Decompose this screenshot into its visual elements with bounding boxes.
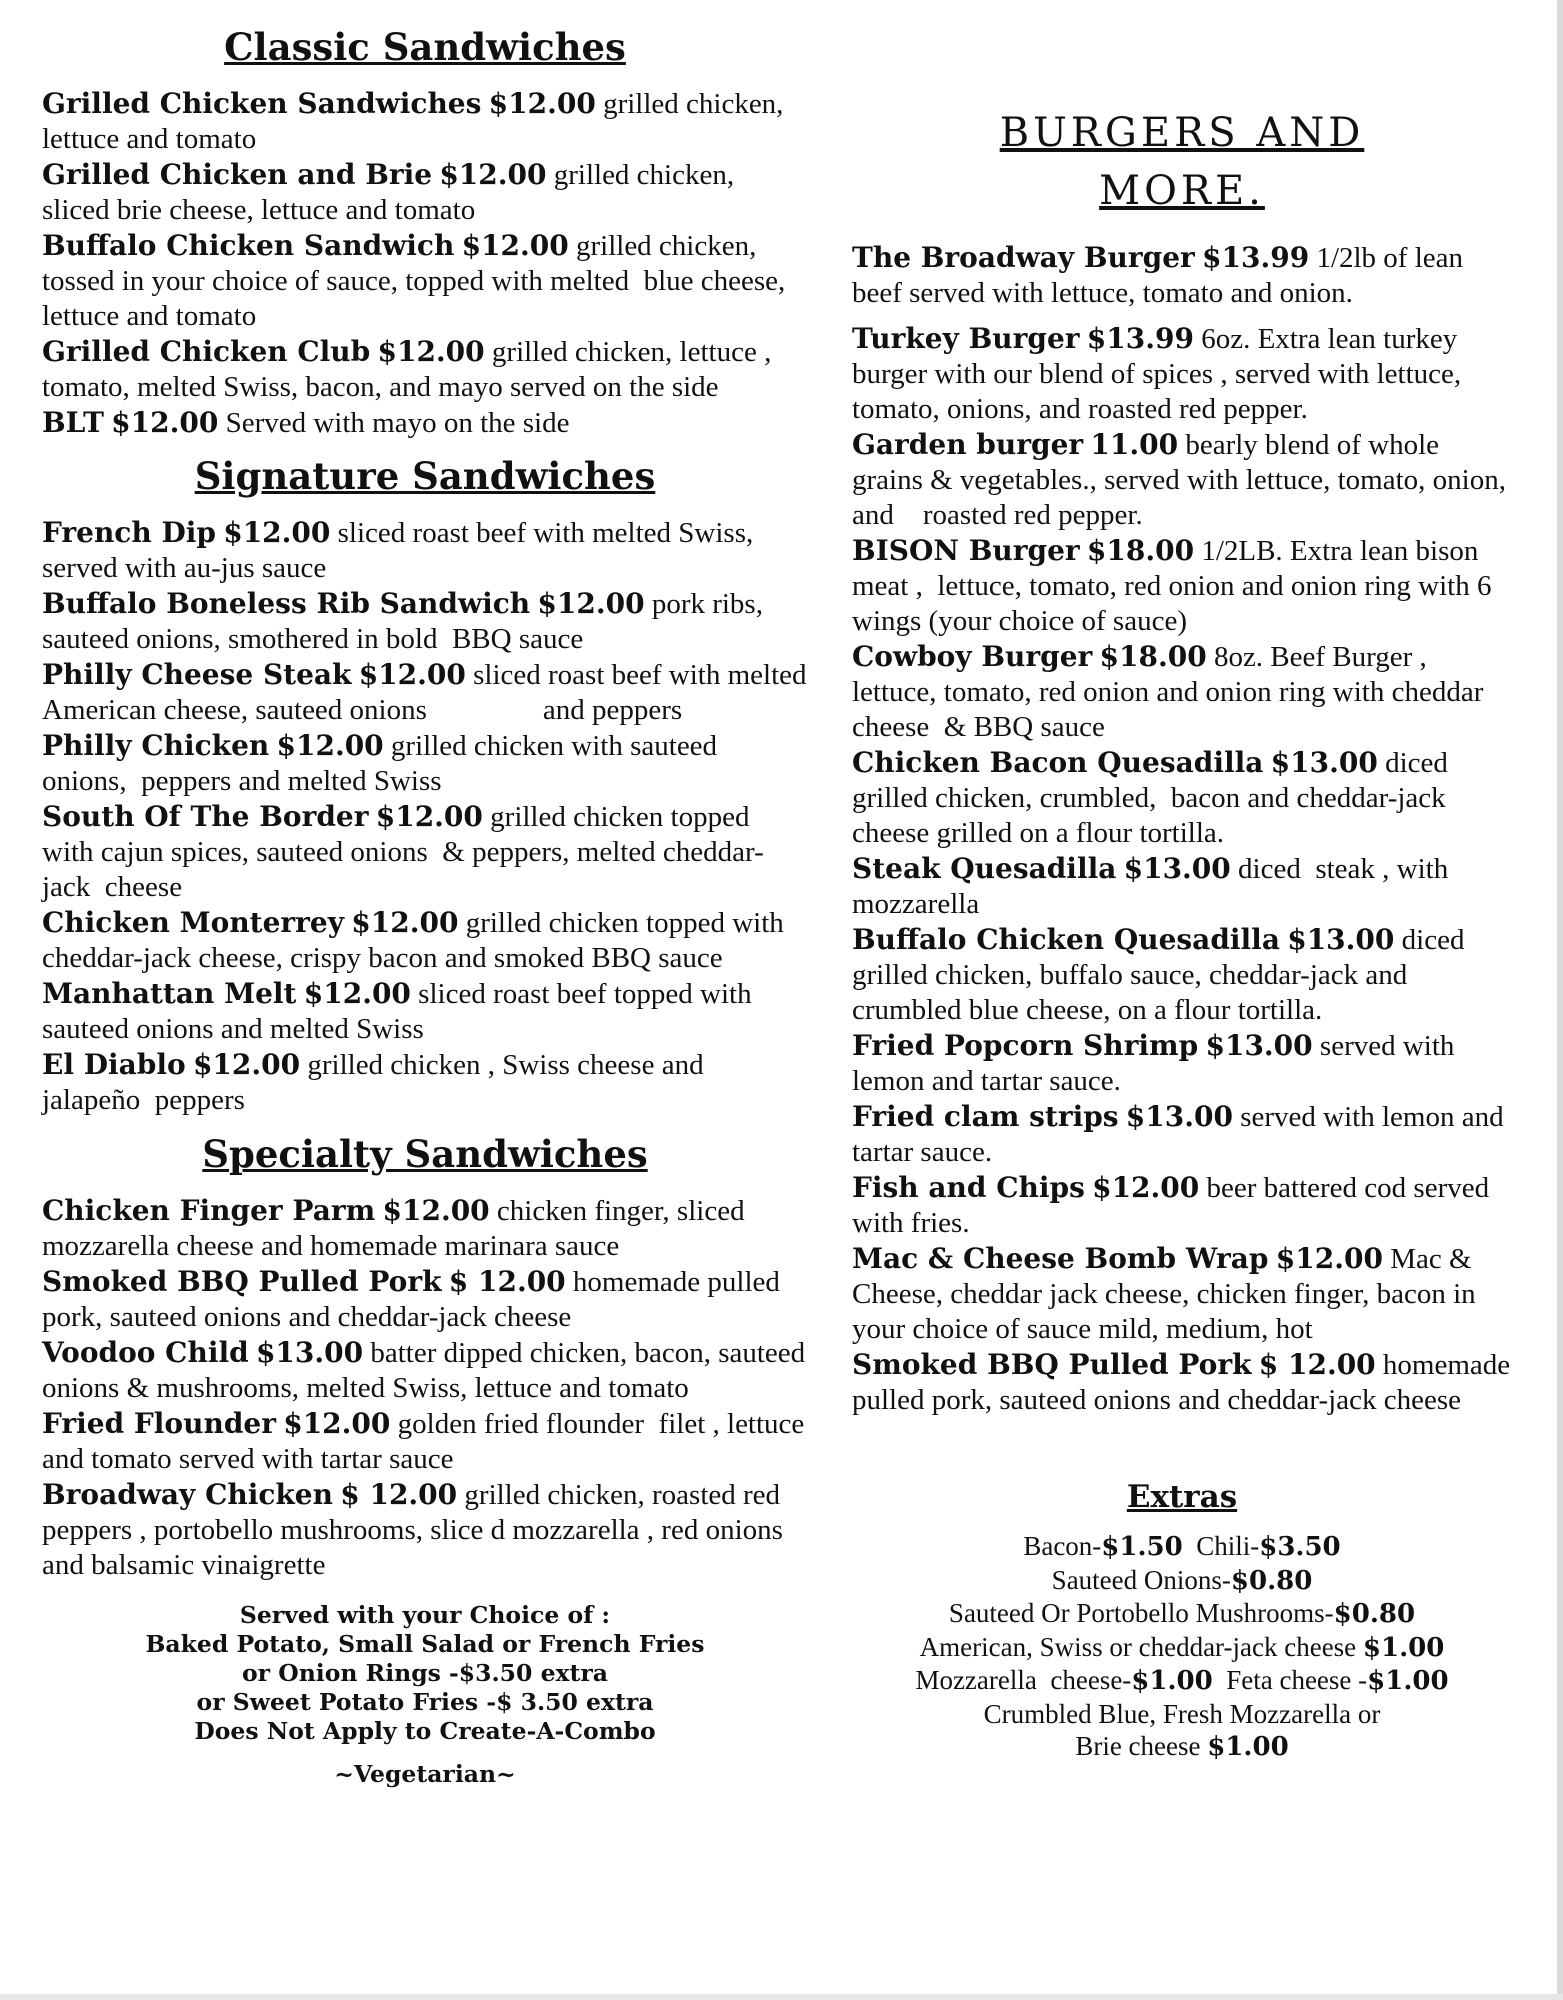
menu-item-description: 1/2LB. Extra lean bison meat , lettuce, tomato, red onion and onion ring with 6 wings (your choice of sauce) (852, 535, 1499, 637)
menu-item (42, 1047, 808, 1118)
menu-item-name: Fried Flounder (42, 1407, 276, 1440)
menu-item-name: Fried Popcorn Shrimp (852, 1029, 1199, 1062)
left-column (42, 0, 820, 1789)
extras-line (852, 1664, 1512, 1698)
menu-item-name: Garden burger (852, 428, 1084, 461)
menu-item (852, 533, 1512, 639)
extras-list (852, 1530, 1512, 1764)
menu-item (42, 1335, 813, 1406)
menu-item-name: Chicken Bacon Quesadilla (852, 746, 1264, 779)
menu-item-name: Chicken Monterrey (42, 906, 345, 939)
menu-item-price: $13.99 (1202, 241, 1310, 274)
burgers-list (852, 240, 1518, 1418)
menu-item-price: $13.99 (1086, 322, 1194, 355)
menu-item-name: Steak Quesadilla (852, 852, 1117, 885)
menu-item (42, 157, 808, 228)
menu-item-name: BISON Burger (852, 534, 1080, 567)
extras-price: $1.50 (1101, 1532, 1183, 1562)
menu-item-description: diced grilled chicken, buffalo sauce, cheddar-jack and crumbled blue cheese, on a flour tortilla. (852, 924, 1472, 1026)
menu-item-description: beer battered cod served with fries. (852, 1172, 1497, 1239)
extras-line (852, 1597, 1512, 1631)
menu-item-name: Philly Chicken (42, 729, 270, 762)
menu-item (42, 334, 808, 405)
signature-sandwiches-list (42, 515, 820, 1118)
menu-item-description: Served with mayo on the side (225, 407, 570, 439)
menu-item-description: homemade pulled pork, sauteed onions and cheddar-jack cheese (42, 1266, 788, 1333)
menu-item-price: $12.00 (283, 1407, 391, 1440)
menu-item-name: BLT (42, 406, 104, 439)
extras-price: $0.80 (1230, 1565, 1313, 1596)
menu-item-name: Manhattan Melt (42, 977, 297, 1010)
menu-item (42, 657, 820, 728)
menu-item (42, 976, 808, 1047)
menu-item (852, 745, 1512, 851)
menu-item-description: Mac & Cheese, cheddar jack cheese, chicken finger, bacon in your choice of sauce mild, medium, hot (852, 1243, 1483, 1345)
menu-item-description: served with lemon and tartar sauce. (852, 1101, 1511, 1168)
menu-item-name: Buffalo Chicken Sandwich (42, 229, 455, 262)
menu-item (852, 851, 1512, 922)
page-edge-bottom (0, 1994, 1563, 2000)
menu-item-price: 11.00 (1090, 428, 1179, 461)
burgers-heading-line2: MORE. (1099, 168, 1265, 214)
menu-item (42, 728, 808, 799)
menu-item-price: $12.00 (382, 1194, 490, 1227)
menu-item-description: homemade pulled pork, sauteed onions and cheddar-jack cheese (852, 1349, 1518, 1416)
menu-item-name: Grilled Chicken Club (42, 335, 371, 368)
menu-item-name: Voodoo Child (42, 1336, 249, 1369)
extras-line (852, 1564, 1512, 1598)
menu-item-price: $12.00 (276, 729, 384, 762)
menu-item-description: diced steak , with mozzarella (852, 853, 1456, 920)
menu-item-price: $13.00 (1123, 852, 1231, 885)
menu-item-price: $13.00 (1125, 1100, 1233, 1133)
extras-text: Bacon- (1023, 1531, 1102, 1561)
extras-line (852, 1730, 1512, 1764)
menu-item-description: grilled chicken, roasted red peppers , portobello mushrooms, slice d mozzarella , red onions and balsamic vinaigrette (42, 1479, 798, 1581)
menu-item-name: Grilled Chicken Sandwiches (42, 87, 482, 120)
menu-item (42, 86, 808, 157)
menu-item (42, 1477, 808, 1583)
menu-item-price: $12.00 (358, 658, 466, 691)
menu-item-name: Buffalo Chicken Quesadilla (852, 923, 1280, 956)
menu-item-description: golden fried flounder filet , lettuce and tomato served with tartar sauce (42, 1408, 812, 1475)
menu-item (852, 1170, 1512, 1241)
menu-item (852, 427, 1512, 533)
extras-text: Feta cheese - (1212, 1665, 1368, 1695)
classic-sandwiches-list (42, 86, 808, 441)
menu-item-name: French Dip (42, 516, 216, 549)
menu-item-name: Smoked BBQ Pulled Pork (852, 1348, 1252, 1381)
menu-item-price: $12.00 (351, 906, 459, 939)
extras-text: Crumbled Blue, Fresh Mozzarella or (983, 1698, 1381, 1729)
menu-item-name: Philly Cheese Steak (42, 658, 352, 691)
extras-line (852, 1698, 1512, 1731)
menu-item-price: $13.00 (1287, 923, 1395, 956)
menu-item-description: grilled chicken , Swiss cheese and jalapeño peppers (42, 1049, 711, 1116)
menu-item (42, 228, 808, 334)
extras-text: Chili- (1182, 1531, 1260, 1561)
extras-price: $0.80 (1333, 1599, 1416, 1629)
menu-item-description: grilled chicken, tossed in your choice of sauce, topped with melted blue cheese, lettuce and tomato (42, 230, 793, 332)
menu-item-description: grilled chicken topped with cajun spices, sauteed onions & peppers, melted cheddar-jack cheese (42, 801, 764, 903)
sides-line: Served with your Choice of : (239, 1601, 611, 1629)
burgers-heading (852, 104, 1512, 220)
menu-item-description: grilled chicken with sauteed onions, peppers and melted Swiss (42, 730, 725, 797)
classic-sandwiches-heading: Classic Sandwiches (224, 25, 626, 69)
menu-item-description: 6oz. Extra lean turkey burger with our blend of spices , served with lettuce, tomato, onions, and roasted red pepper. (852, 323, 1469, 425)
menu-item-price: $12.00 (377, 335, 485, 368)
menu-item-description: grilled chicken, lettuce and tomato (42, 88, 791, 155)
menu-item (852, 922, 1512, 1028)
specialty-sandwiches-list (42, 1193, 813, 1583)
menu-item (852, 1028, 1512, 1099)
sides-line: or Sweet Potato Fries -$ 3.50 extra (196, 1688, 654, 1716)
menu-item-price: $12.00 (303, 977, 411, 1010)
menu-item (852, 1347, 1518, 1418)
menu-item-description: sliced roast beef with melted Swiss, served with au-jus sauce (42, 517, 761, 584)
extras-text: Mozzarella cheese- (915, 1665, 1132, 1695)
menu-item-description: chicken finger, sliced mozzarella cheese and homemade marinara sauce (42, 1195, 752, 1262)
sides-line: Does Not Apply to Create-A-Combo (194, 1717, 656, 1745)
menu-item-price: $ 12.00 (340, 1478, 458, 1511)
menu-item-price: $13.00 (1205, 1029, 1313, 1062)
menu-item-price: $12.00 (537, 587, 645, 620)
menu-item (42, 1264, 808, 1335)
extras-text: Sauteed Onions- (1051, 1564, 1231, 1595)
extras-text: Sauteed Or Portobello Mushrooms- (948, 1598, 1334, 1628)
menu-item-name: Fish and Chips (852, 1171, 1085, 1204)
menu-item-price: $13.00 (1270, 746, 1378, 779)
signature-sandwiches-heading: Signature Sandwiches (194, 454, 656, 498)
menu-item-name: South Of The Border (42, 800, 369, 833)
menu-item (852, 240, 1512, 311)
menu-item-name: Turkey Burger (852, 322, 1080, 355)
vegetarian-label: ~Vegetarian~ (334, 1760, 516, 1788)
menu-item-name: Fried clam strips (852, 1100, 1119, 1133)
menu-item-name: Broadway Chicken (42, 1478, 333, 1511)
menu-item-price: $12.00 (223, 516, 331, 549)
menu-item (42, 1406, 812, 1477)
menu-item-description: grilled chicken topped with cheddar-jack cheese, crispy bacon and smoked BBQ sauce (42, 907, 792, 974)
menu-item-price: $12.00 (375, 800, 483, 833)
menu-item-name: The Broadway Burger (852, 241, 1195, 274)
menu-item (42, 799, 808, 905)
menu-item-description: 1/2lb of lean beef served with lettuce, tomato and onion. (852, 242, 1471, 309)
menu-item-price: $12.00 (1275, 1242, 1383, 1275)
extras-price: $1.00 (1207, 1732, 1289, 1762)
menu-item (42, 515, 808, 586)
menu-item-description: sliced roast beef with melted American cheese, sauteed onions and peppers (42, 659, 820, 726)
menu-item-price: $ 12.00 (1258, 1348, 1376, 1381)
extras-line (852, 1530, 1512, 1564)
menu-item-price: $12.00 (1092, 1171, 1200, 1204)
menu-item-name: Mac & Cheese Bomb Wrap (852, 1242, 1269, 1275)
menu-item-name: Chicken Finger Parm (42, 1194, 376, 1227)
menu-item (42, 905, 808, 976)
menu-item (852, 321, 1512, 427)
menu-item-description: 8oz. Beef Burger , lettuce, tomato, red onion and onion ring with cheddar cheese & BBQ sauce (852, 641, 1491, 743)
menu-item-price: $ 12.00 (448, 1265, 566, 1298)
menu-item-description: grilled chicken, sliced brie cheese, lettuce and tomato (42, 159, 742, 226)
extras-price: $1.00 (1131, 1666, 1213, 1696)
menu-item-description: grilled chicken, lettuce , tomato, melted Swiss, bacon, and mayo served on the side (42, 336, 779, 403)
extras-heading: Extras (1126, 1479, 1238, 1515)
right-column (852, 0, 1518, 1764)
menu-item-description: bearly blend of whole grains & vegetables., served with lettuce, tomato, onion, and roasted red pepper. (852, 429, 1514, 531)
menu-item (42, 405, 808, 441)
menu-item-price: $12.00 (439, 158, 547, 191)
menu-item (852, 639, 1512, 745)
menu-item-description: pork ribs, sauteed onions, smothered in bold BBQ sauce (42, 588, 771, 655)
menu-item-description: batter dipped chicken, bacon, sauteed onions & mushrooms, melted Swiss, lettuce and tomato (42, 1337, 813, 1404)
menu-item-price: $12.00 (488, 87, 596, 120)
menu-item (852, 1099, 1512, 1170)
extras-line (852, 1631, 1512, 1665)
menu-item-name: Smoked BBQ Pulled Pork (42, 1265, 442, 1298)
extras-price: $3.50 (1259, 1532, 1341, 1562)
menu-item-price: $18.00 (1086, 534, 1195, 567)
menu-item-price: $12.00 (111, 406, 219, 439)
menu-item-description: diced grilled chicken, crumbled, bacon and cheddar-jack cheese grilled on a flour tortilla. (852, 747, 1456, 849)
sides-note (42, 1601, 808, 1789)
menu-item-price: $18.00 (1099, 640, 1207, 673)
menu-item-name: Buffalo Boneless Rib Sandwich (42, 587, 531, 620)
menu-item-price: $13.00 (255, 1336, 364, 1369)
extras-text: Brie cheese (1075, 1731, 1208, 1761)
extras-text: American, Swiss or cheddar-jack cheese (919, 1631, 1363, 1662)
sides-line: Baked Potato, Small Salad or French Fries (145, 1630, 705, 1658)
menu-item-name: Cowboy Burger (852, 640, 1093, 673)
menu-item (42, 586, 808, 657)
specialty-sandwiches-heading: Specialty Sandwiches (202, 1132, 648, 1176)
menu-item-price: $12.00 (461, 229, 569, 262)
menu-item-price: $12.00 (192, 1048, 301, 1081)
extras-price: $1.00 (1367, 1666, 1449, 1696)
burgers-heading-line1: BURGERS AND (999, 110, 1365, 156)
extras-price: $1.00 (1362, 1632, 1445, 1663)
menu-item (42, 1193, 808, 1264)
menu-item-description: sliced roast beef topped with sauteed onions and melted Swiss (42, 978, 759, 1045)
page-edge-right (1557, 0, 1563, 2000)
menu-item-name: El Diablo (42, 1048, 186, 1081)
menu-item-description: served with lemon and tartar sauce. (852, 1030, 1462, 1097)
menu-item-name: Grilled Chicken and Brie (42, 158, 433, 191)
sides-line: or Onion Rings -$3.50 extra (242, 1659, 608, 1687)
menu-item (852, 1241, 1512, 1347)
